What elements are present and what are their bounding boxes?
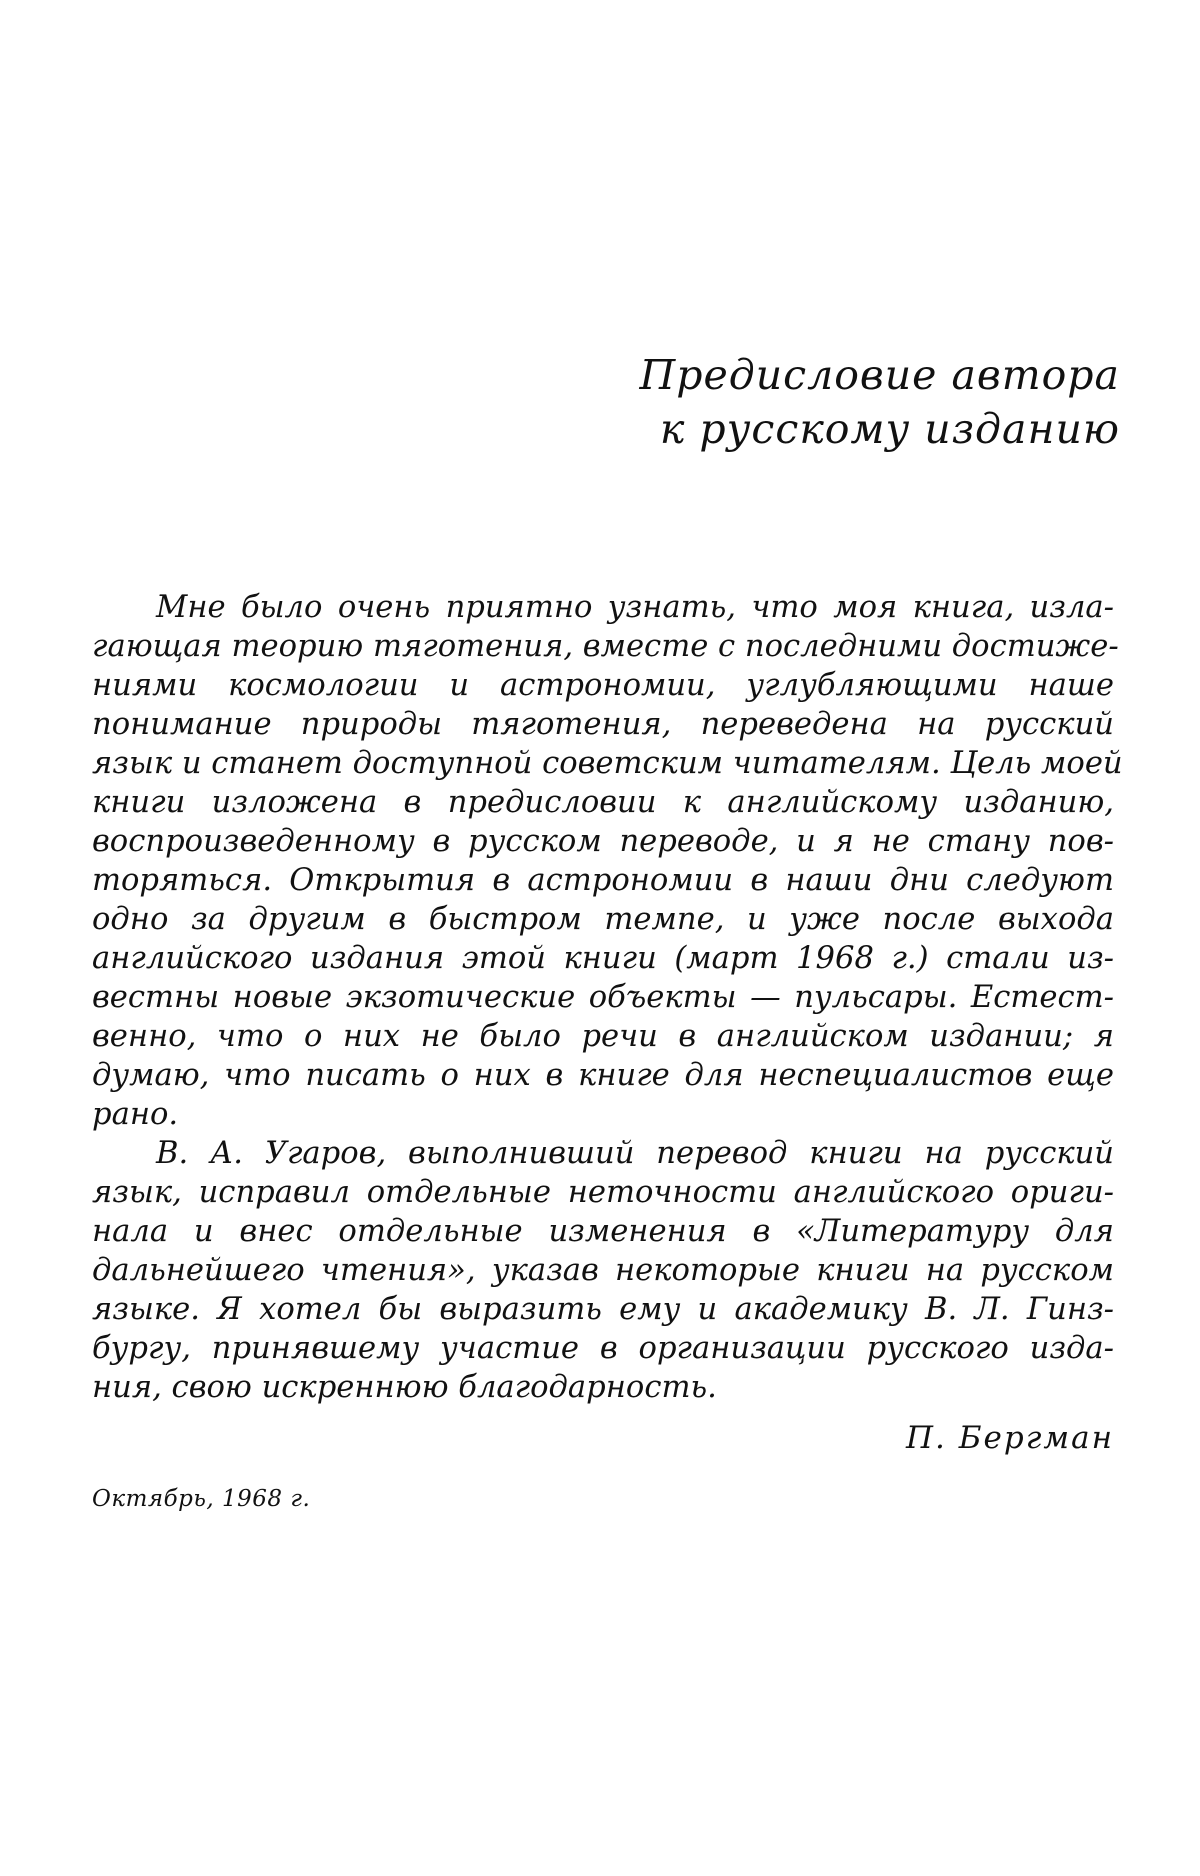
text-line: Мне было очень приятно узнать, что моя книга, изла- bbox=[92, 588, 1114, 627]
text-line: английского издания этой книги (март 1968 г.) стали из- bbox=[92, 939, 1114, 978]
text-line: языке. Я хотел бы выразить ему и академику В. Л. Гинз- bbox=[92, 1290, 1114, 1329]
preface-body bbox=[92, 588, 1114, 1407]
paragraph-2 bbox=[92, 1134, 1114, 1407]
preface-date: Октябрь, 1968 г. bbox=[92, 1484, 310, 1514]
text-line: ниями космологии и астрономии, углубляющими наше bbox=[92, 666, 1114, 705]
text-line: бургу, принявшему участие в организации русского изда- bbox=[92, 1329, 1114, 1368]
text-line: торяться. Открытия в астрономии в наши дни следуют bbox=[92, 861, 1114, 900]
text-line: одно за другим в быстром темпе, и уже после выхода bbox=[92, 900, 1114, 939]
text-line: рано. bbox=[92, 1095, 1114, 1134]
author-signature: П. Бергман bbox=[560, 1418, 1114, 1458]
text-line: вестны новые экзотические объекты — пульсары. Естест- bbox=[92, 978, 1114, 1017]
title-line-1: Предисловие автора bbox=[560, 348, 1120, 402]
text-line: думаю, что писать о них в книге для неспециалистов еще bbox=[92, 1056, 1114, 1095]
text-line: язык и станет доступной советским читателям. Цель моей bbox=[92, 744, 1114, 783]
text-line: венно, что о них не было речи в английском издании; я bbox=[92, 1017, 1114, 1056]
preface-title bbox=[560, 348, 1120, 456]
text-line: гающая теорию тяготения, вместе с последними достиже- bbox=[92, 627, 1114, 666]
title-line-2: к русскому изданию bbox=[560, 402, 1120, 456]
paragraph-1 bbox=[92, 588, 1114, 1134]
text-line: ния, свою искреннюю благодарность. bbox=[92, 1368, 1114, 1407]
document-page bbox=[0, 0, 1200, 1876]
text-line: В. А. Угаров, выполнивший перевод книги на русский bbox=[92, 1134, 1114, 1173]
text-line: нала и внес отдельные изменения в «Литературу для bbox=[92, 1212, 1114, 1251]
text-line: понимание природы тяготения, переведена на русский bbox=[92, 705, 1114, 744]
text-line: язык, исправил отдельные неточности английского ориги- bbox=[92, 1173, 1114, 1212]
text-line: воспроизведенному в русском переводе, и я не стану пов- bbox=[92, 822, 1114, 861]
text-line: дальнейшего чтения», указав некоторые книги на русском bbox=[92, 1251, 1114, 1290]
text-line: книги изложена в предисловии к английскому изданию, bbox=[92, 783, 1114, 822]
